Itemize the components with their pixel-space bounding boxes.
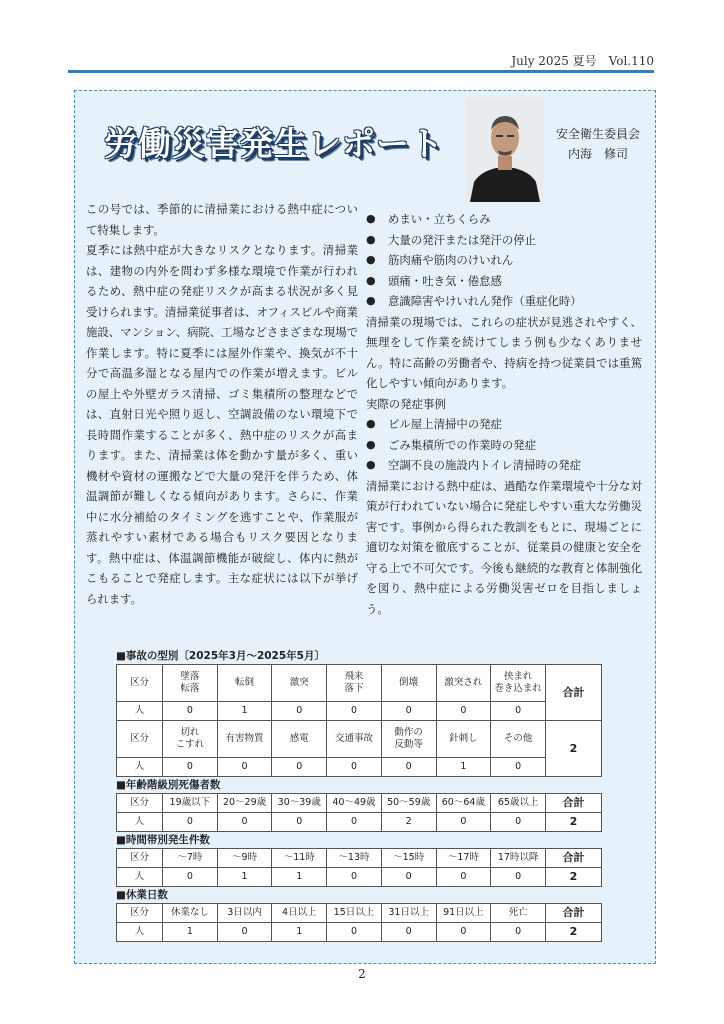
table-title-rest-days: ■休業日数 [116,889,168,901]
table-cell: 50～59歳 [381,794,436,813]
table-cell: 0 [381,758,436,777]
symptom-item: ● めまい・立ちくらみ [366,209,642,230]
page-number: 2 [358,967,366,981]
table-cell: 死亡 [491,904,546,923]
table-cell: 激突され [436,665,491,702]
table-cell: ～11時 [272,849,327,868]
table-cell: 人 [117,868,163,887]
bullet-icon: ● [366,294,376,307]
author-info [556,124,640,164]
article-left-column [86,199,358,609]
table-cell: 区分 [117,904,163,923]
table-cell: ～9時 [217,849,272,868]
table-row [117,665,602,702]
table-row [117,794,602,813]
table-cell: 0 [327,868,382,887]
table-cell: 2 [546,923,602,942]
table-cell: 人 [117,813,163,832]
table-cell: 0 [217,758,272,777]
time-table [116,848,602,887]
table-cell: 30～39歳 [272,794,327,813]
accident-type-table [116,664,602,777]
table-cell: 0 [381,923,436,942]
case-item: ● 空調不良の施設内トイレ清掃時の発症 [366,455,642,476]
table-cell: 0 [381,702,436,721]
table-cell: 区分 [117,665,163,702]
table-cell: ～7時 [163,849,218,868]
table-cell: その他 [491,721,546,758]
age-table [116,793,602,832]
bullet-icon: ● [366,232,376,246]
table-cell: 0 [217,923,272,942]
table-row [117,758,602,777]
bullet-icon: ● [366,437,376,451]
body-paragraph: 清掃業における熱中症は、過酷な作業環境や十分な対策が行われていない場合に発症しやすい重大な労働災害です。事例から得られた教訓をもとに、現場ごとに適切な対策を徹底することが、従業員の健康と安全を守る上で不可欠です。今後も継続的な教育と体制強化を図り、熱中症による労働災害ゼロを目指しましょう。 [366,478,642,616]
header-rule [68,70,654,73]
table-title-accident-type: ■事故の型別〔2025年3月～2025年5月〕 [116,650,325,662]
bullet-icon: ● [366,458,376,471]
table-cell: 0 [163,868,218,887]
symptom-item: ● 大量の発汗または発汗の停止 [366,230,642,251]
table-cell: 0 [327,813,382,832]
symptom-item: ● 意識障害やけいれん発作（重症化時） [366,291,642,312]
table-cell: 0 [163,758,218,777]
author-committee: 安全衛生委員会 [556,127,641,141]
table-cell: 0 [327,758,382,777]
body-paragraph: 清掃業の現場では、これらの症状が見逃されやすく、無理をして作業を続けてしまう例も少なくありません。特に高齢の労働者や、持病を持つ従業員では重篤化しやすい傾向があります。 [366,314,642,390]
table-row [117,923,602,942]
case-item: ● ビル屋上清掃中の発症 [366,414,642,435]
table-cell: 区分 [117,849,163,868]
table-cell: 0 [491,923,546,942]
bullet-icon: ● [366,212,376,225]
table-cell: 合計 [546,794,602,813]
table-cell: 激突 [272,665,327,702]
table-row [117,849,602,868]
cases-heading: 実際の発症事例 [366,396,446,411]
table-cell: 人 [117,758,163,777]
table-cell: 0 [491,813,546,832]
table-row [117,868,602,887]
table-cell: 感電 [272,721,327,758]
case-item: ● ごみ集積所での作業時の発症 [366,435,642,456]
table-cell: 0 [491,758,546,777]
intro-paragraph: 夏季には熱中症が大きなリスクとなります。清掃業は、建物の内外を問わず多様な環境で作業が行われるため、熱中症の発症リスクが高まる状況が多く見受けられます。清掃業従事者は、オフィスビルや商業施設、マンション、病院、工場などさまざまな現場で作業します。特に夏季には屋外作業や、換気が不十分で高温多湿となる屋内での作業が増えます。ビルの屋上や外壁ガラス清掃、ゴミ集積所の整理などでは、直射日光や照り返し、空調設備のない環境下で長時間作業することが多く、熱中症のリスクが高まります。また、清掃業は体を動かす量が多く、重い機材や資材の運搬などで大量の発汗を伴うため、体温調節が難しくなる傾向があります。さらに、作業中に水分補給のタイミングを逃すことや、作業服が蒸れやすい素材である場合もリスク要因となります。熱中症は、体温調節機能が破綻し、体内に熱がこもることで発症します。主な症状には以下が挙げられます。 [86,243,358,606]
table-title-age: ■年齢階級別死傷者数 [116,779,221,791]
table-cell: 0 [272,758,327,777]
table-cell: 1 [272,868,327,887]
table-cell: 区分 [117,794,163,813]
table-cell: 有害物質 [217,721,272,758]
table-cell: 0 [327,702,382,721]
table-cell: 2 [546,813,602,832]
table-cell: 1 [272,923,327,942]
table-cell: 0 [436,702,491,721]
table-cell: 休業なし [163,904,218,923]
table-cell: 1 [163,923,218,942]
author-photo [466,98,544,202]
bullet-icon: ● [366,253,376,266]
table-cell: 40～49歳 [327,794,382,813]
table-cell: 65歳以上 [491,794,546,813]
table-cell: 交通事故 [327,721,382,758]
rest-days-table [116,903,602,942]
table-cell: 0 [436,923,491,942]
table-cell: 0 [272,813,327,832]
table-cell: 31日以上 [381,904,436,923]
bullet-icon: ● [366,273,376,287]
issue-label: July 2025 夏号 Vol.110 [511,54,654,68]
symptom-item: ● 頭痛・吐き気・倦怠感 [366,271,642,292]
table-cell: 2 [546,721,602,777]
table-cell: 飛来 落下 [327,665,382,702]
table-cell: 合計 [546,849,602,868]
table-cell: 墜落 転落 [163,665,218,702]
table-cell: 挟まれ 巻き込まれ [491,665,546,702]
table-cell: 91日以上 [436,904,491,923]
table-cell: 針刺し [436,721,491,758]
table-cell: 19歳以下 [163,794,218,813]
table-row [117,813,602,832]
table-row [117,721,602,758]
author-name: 内海 修司 [568,147,629,161]
table-cell: ～13時 [327,849,382,868]
table-cell: 1 [217,868,272,887]
table-cell: 20～29歳 [217,794,272,813]
table-cell: 60～64歳 [436,794,491,813]
table-cell: 人 [117,702,163,721]
table-cell: 合計 [546,665,602,721]
table-cell: 15日以上 [327,904,382,923]
table-cell: 0 [491,702,546,721]
table-cell: 17時以降 [491,849,546,868]
table-cell: 1 [436,758,491,777]
statistics-tables [116,648,602,942]
table-cell: ～17時 [436,849,491,868]
table-cell: 0 [272,702,327,721]
page-title: 労働災害発生レポート [104,124,444,163]
table-cell: 動作の 反動等 [381,721,436,758]
table-cell: 0 [491,868,546,887]
table-cell: 2 [546,868,602,887]
table-cell: 0 [436,868,491,887]
table-cell: ～15時 [381,849,436,868]
table-row [117,904,602,923]
table-cell: 0 [217,813,272,832]
intro-paragraph: この号では、季節的に清掃業における熱中症について特集します。 [86,202,358,237]
symptom-item: ● 筋肉痛や筋肉のけいれん [366,250,642,271]
table-cell: 倒壊 [381,665,436,702]
table-cell: 転倒 [217,665,272,702]
table-cell: 人 [117,923,163,942]
table-cell: 切れ こすれ [163,721,218,758]
table-cell: 0 [163,702,218,721]
table-cell: 0 [163,813,218,832]
table-cell: 0 [436,813,491,832]
table-cell: 0 [327,923,382,942]
table-row [117,702,602,721]
table-cell: 3日以内 [217,904,272,923]
table-title-time: ■時間帯別発生件数 [116,834,210,846]
bullet-icon: ● [366,417,376,430]
table-cell: 2 [381,813,436,832]
table-cell: 0 [381,868,436,887]
table-cell: 1 [217,702,272,721]
article-right-column [366,209,642,619]
table-cell: 区分 [117,721,163,758]
table-cell: 合計 [546,904,602,923]
table-cell: 4日以上 [272,904,327,923]
